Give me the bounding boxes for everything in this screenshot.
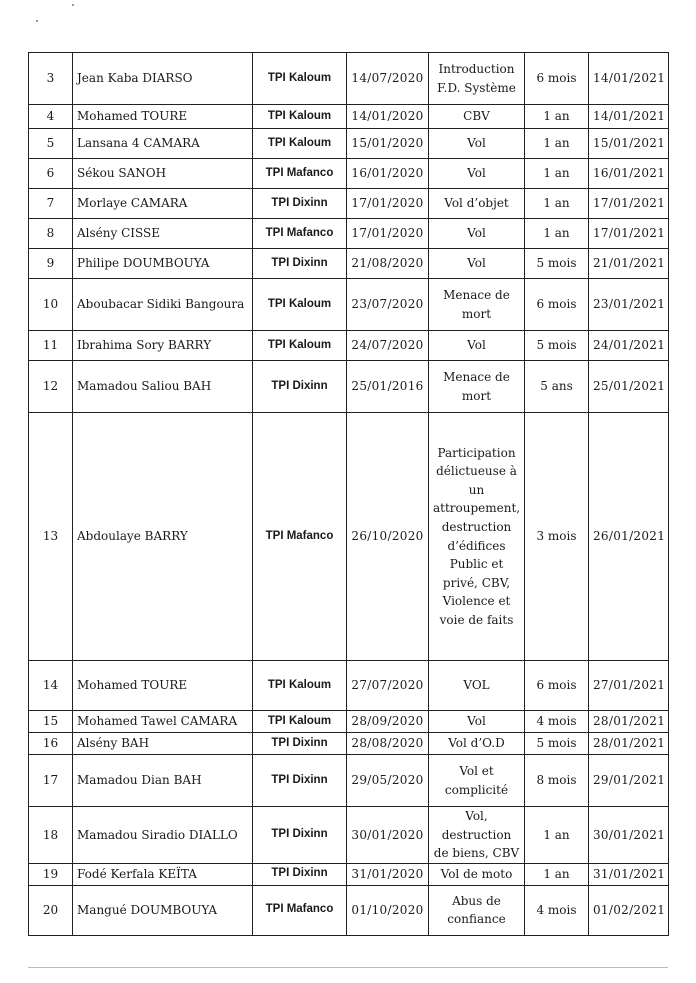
table-row [29, 331, 669, 361]
tribunal-cell: TPI Dixinn [253, 755, 347, 807]
judgment-date-cell: 14/01/2020 [347, 105, 429, 129]
row-number-cell: 14 [29, 661, 73, 711]
tribunal-cell: TPI Dixinn [253, 189, 347, 219]
tribunal-cell: TPI Kaloum [253, 105, 347, 129]
sentence-duration-cell: 1 an [525, 863, 589, 885]
table-row [29, 53, 669, 105]
sentence-duration-cell: 1 an [525, 159, 589, 189]
release-date-cell: 25/01/2021 [589, 361, 669, 413]
offense-cell: Menace de mort [429, 279, 525, 331]
judgment-date-cell: 15/01/2020 [347, 129, 429, 159]
offense-cell: Vol de moto [429, 863, 525, 885]
table-row [29, 279, 669, 331]
table-row [29, 129, 669, 159]
detainee-name-cell: Sékou SANOH [73, 159, 253, 189]
table-row [29, 711, 669, 733]
row-number-cell: 10 [29, 279, 73, 331]
release-date-cell: 27/01/2021 [589, 661, 669, 711]
tribunal-cell: TPI Kaloum [253, 53, 347, 105]
row-number-cell: 3 [29, 53, 73, 105]
sentence-duration-cell: 8 mois [525, 755, 589, 807]
release-date-cell: 17/01/2021 [589, 189, 669, 219]
offense-cell: Vol [429, 219, 525, 249]
offense-cell: Vol d’O.D [429, 733, 525, 755]
tribunal-cell: TPI Mafanco [253, 885, 347, 935]
detainee-table [28, 52, 669, 936]
row-number-cell: 9 [29, 249, 73, 279]
sentence-duration-cell: 1 an [525, 105, 589, 129]
release-date-cell: 26/01/2021 [589, 413, 669, 661]
table-row [29, 361, 669, 413]
release-date-cell: 14/01/2021 [589, 53, 669, 105]
judgment-date-cell: 01/10/2020 [347, 885, 429, 935]
release-date-cell: 01/02/2021 [589, 885, 669, 935]
sentence-duration-cell: 1 an [525, 219, 589, 249]
tribunal-cell: TPI Kaloum [253, 279, 347, 331]
row-number-cell: 8 [29, 219, 73, 249]
tribunal-cell: TPI Dixinn [253, 249, 347, 279]
sentence-duration-cell: 6 mois [525, 53, 589, 105]
judgment-date-cell: 28/09/2020 [347, 711, 429, 733]
detainee-name-cell: Mamadou Saliou BAH [73, 361, 253, 413]
judgment-date-cell: 14/07/2020 [347, 53, 429, 105]
offense-cell: Participation délictueuse à un attroupement, destruction d’édifices Public et privé, CBV, Violence et voie de faits [429, 413, 525, 661]
scan-speck [72, 4, 74, 6]
tribunal-cell: TPI Mafanco [253, 219, 347, 249]
detainee-name-cell: Morlaye CAMARA [73, 189, 253, 219]
tribunal-cell: TPI Dixinn [253, 733, 347, 755]
offense-cell: Vol [429, 159, 525, 189]
sentence-duration-cell: 5 mois [525, 249, 589, 279]
row-number-cell: 7 [29, 189, 73, 219]
detainee-name-cell: Mamadou Siradio DIALLO [73, 807, 253, 864]
sentence-duration-cell: 5 mois [525, 733, 589, 755]
tribunal-cell: TPI Kaloum [253, 711, 347, 733]
judgment-date-cell: 29/05/2020 [347, 755, 429, 807]
tribunal-cell: TPI Dixinn [253, 807, 347, 864]
release-date-cell: 28/01/2021 [589, 711, 669, 733]
detainee-name-cell: Mohamed Tawel CAMARA [73, 711, 253, 733]
offense-cell: Vol [429, 711, 525, 733]
sentence-duration-cell: 4 mois [525, 885, 589, 935]
row-number-cell: 17 [29, 755, 73, 807]
release-date-cell: 31/01/2021 [589, 863, 669, 885]
judgment-date-cell: 16/01/2020 [347, 159, 429, 189]
sentence-duration-cell: 1 an [525, 189, 589, 219]
release-date-cell: 14/01/2021 [589, 105, 669, 129]
sentence-duration-cell: 3 mois [525, 413, 589, 661]
judgment-date-cell: 28/08/2020 [347, 733, 429, 755]
judgment-date-cell: 17/01/2020 [347, 219, 429, 249]
judgment-date-cell: 31/01/2020 [347, 863, 429, 885]
row-number-cell: 18 [29, 807, 73, 864]
sentence-duration-cell: 6 mois [525, 661, 589, 711]
detainee-name-cell: Mamadou Dian BAH [73, 755, 253, 807]
judgment-date-cell: 24/07/2020 [347, 331, 429, 361]
detainee-name-cell: Jean Kaba DIARSO [73, 53, 253, 105]
table-row [29, 661, 669, 711]
release-date-cell: 15/01/2021 [589, 129, 669, 159]
offense-cell: Menace de mort [429, 361, 525, 413]
release-date-cell: 21/01/2021 [589, 249, 669, 279]
tribunal-cell: TPI Kaloum [253, 129, 347, 159]
tribunal-cell: TPI Dixinn [253, 863, 347, 885]
detainee-name-cell: Fodé Kerfala KEÏTA [73, 863, 253, 885]
table-row [29, 159, 669, 189]
release-date-cell: 30/01/2021 [589, 807, 669, 864]
page-bottom-rule [28, 967, 668, 968]
sentence-duration-cell: 1 an [525, 807, 589, 864]
judgment-date-cell: 21/08/2020 [347, 249, 429, 279]
tribunal-cell: TPI Dixinn [253, 361, 347, 413]
offense-cell: Introduction F.D. Système [429, 53, 525, 105]
detainee-name-cell: Philipe DOUMBOUYA [73, 249, 253, 279]
judgment-date-cell: 26/10/2020 [347, 413, 429, 661]
release-date-cell: 28/01/2021 [589, 733, 669, 755]
detainee-name-cell: Lansana 4 CAMARA [73, 129, 253, 159]
table-row [29, 807, 669, 864]
table-row [29, 885, 669, 935]
offense-cell: Vol [429, 331, 525, 361]
offense-cell: Vol, destruction de biens, CBV [429, 807, 525, 864]
table-row [29, 413, 669, 661]
row-number-cell: 13 [29, 413, 73, 661]
release-date-cell: 24/01/2021 [589, 331, 669, 361]
sentence-duration-cell: 5 ans [525, 361, 589, 413]
offense-cell: Vol et complicité [429, 755, 525, 807]
release-date-cell: 29/01/2021 [589, 755, 669, 807]
judgment-date-cell: 23/07/2020 [347, 279, 429, 331]
detainee-name-cell: Mohamed TOURE [73, 105, 253, 129]
tribunal-cell: TPI Mafanco [253, 413, 347, 661]
row-number-cell: 16 [29, 733, 73, 755]
judgment-date-cell: 17/01/2020 [347, 189, 429, 219]
table-row [29, 189, 669, 219]
table-row [29, 105, 669, 129]
detainee-name-cell: Abdoulaye BARRY [73, 413, 253, 661]
offense-cell: Vol [429, 129, 525, 159]
detainee-name-cell: Ibrahima Sory BARRY [73, 331, 253, 361]
table-row [29, 219, 669, 249]
release-date-cell: 16/01/2021 [589, 159, 669, 189]
offense-cell: VOL [429, 661, 525, 711]
row-number-cell: 6 [29, 159, 73, 189]
table-row [29, 863, 669, 885]
row-number-cell: 19 [29, 863, 73, 885]
sentence-duration-cell: 4 mois [525, 711, 589, 733]
row-number-cell: 12 [29, 361, 73, 413]
scan-speck [36, 20, 38, 22]
offense-cell: Abus de confiance [429, 885, 525, 935]
row-number-cell: 20 [29, 885, 73, 935]
sentence-duration-cell: 1 an [525, 129, 589, 159]
tribunal-cell: TPI Kaloum [253, 661, 347, 711]
detainee-name-cell: Alsény BAH [73, 733, 253, 755]
row-number-cell: 15 [29, 711, 73, 733]
release-date-cell: 17/01/2021 [589, 219, 669, 249]
detainee-name-cell: Aboubacar Sidiki Bangoura [73, 279, 253, 331]
offense-cell: Vol [429, 249, 525, 279]
table-row [29, 249, 669, 279]
tribunal-cell: TPI Mafanco [253, 159, 347, 189]
judgment-date-cell: 25/01/2016 [347, 361, 429, 413]
judgment-date-cell: 27/07/2020 [347, 661, 429, 711]
detainee-name-cell: Mohamed TOURE [73, 661, 253, 711]
offense-cell: Vol d’objet [429, 189, 525, 219]
tribunal-cell: TPI Kaloum [253, 331, 347, 361]
row-number-cell: 5 [29, 129, 73, 159]
judgment-date-cell: 30/01/2020 [347, 807, 429, 864]
offense-cell: CBV [429, 105, 525, 129]
row-number-cell: 4 [29, 105, 73, 129]
row-number-cell: 11 [29, 331, 73, 361]
sentence-duration-cell: 5 mois [525, 331, 589, 361]
release-date-cell: 23/01/2021 [589, 279, 669, 331]
table-body [29, 53, 669, 936]
table-row [29, 733, 669, 755]
detainee-name-cell: Mangué DOUMBOUYA [73, 885, 253, 935]
sentence-duration-cell: 6 mois [525, 279, 589, 331]
detainee-name-cell: Alsény CISSE [73, 219, 253, 249]
table-row [29, 755, 669, 807]
